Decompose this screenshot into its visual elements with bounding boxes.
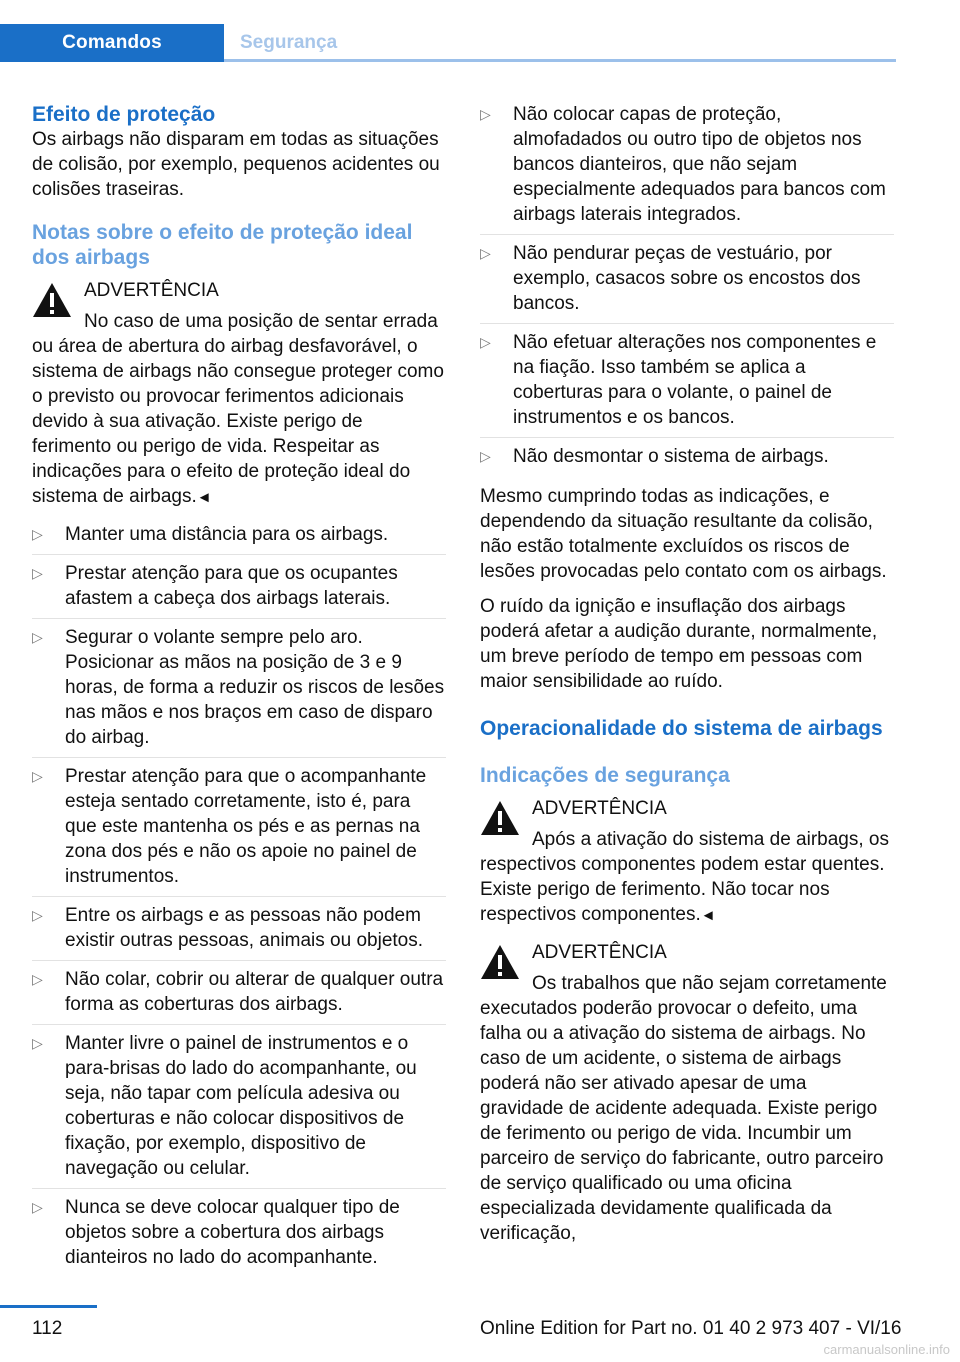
section-body-efeito: Os airbags não disparam em todas as situações de colisão, por exemplo, pequenos acidentes ou colisões traseiras. xyxy=(32,129,440,200)
warning-block xyxy=(480,796,894,928)
warning-block xyxy=(480,940,894,1246)
header-rule xyxy=(224,59,896,62)
end-mark-icon: ◄ xyxy=(196,489,212,506)
section-title-operacionalidade: Operacionalidade do sistema de airbags xyxy=(480,717,883,740)
list-item-text: Não efetuar alterações nos componentes e na fiação. Isso também se aplica a coberturas para o volante, o painel de instrumentos e os bancos. xyxy=(513,332,877,428)
warning-text-content: No caso de uma posição de sentar errada ou área de abertura do airbag desfavorável, o sistema de airbags não consegue proteger como o previsto ou provocar ferimentos adicionais devido à sua ativação. Existe perigo de ferimento ou perigo de vida. Respeitar as indicações para o efeito de proteção ideal do sistema de airbags. xyxy=(32,311,444,507)
warning-text xyxy=(32,309,446,510)
paragraph-ruido: O ruído da ignição e insuflação dos airbags poderá afetar a audição durante, normalmente, um breve período de tempo em pessoas com maior sensibilidade ao ruído. xyxy=(480,596,878,692)
bullet-triangle-icon: ▷ xyxy=(32,971,43,987)
list-item-text: Segurar o volante sempre pelo aro. Posicionar as mãos na posição de 3 e 9 horas, de forma a reduzir os riscos de lesões nas mãos e nos braços em caso de disparo do airbag. xyxy=(65,627,445,748)
bullet-triangle-icon: ▷ xyxy=(32,629,43,645)
bullet-triangle-icon: ▷ xyxy=(32,526,43,542)
tab-comandos[interactable]: Comandos xyxy=(0,24,224,62)
warning-label: ADVERTÊNCIA xyxy=(532,942,667,963)
left-column xyxy=(32,96,446,1285)
warning-text xyxy=(480,827,894,928)
edition-text: Online Edition for Part no. 01 40 2 973 407 - VI/16 xyxy=(480,1318,902,1339)
list-item xyxy=(480,241,894,324)
section-title-indicacoes: Indicações de segurança xyxy=(480,764,730,787)
tab-seguranca[interactable]: Segurança xyxy=(240,32,338,53)
end-mark-icon: ◄ xyxy=(700,907,716,924)
list-item-text: Manter livre o painel de instrumentos e o para-brisas do lado do acompanhante, ou seja, não tapar com película adesiva ou coberturas e não colocar dispositivos de fixação, por exemplo, dispositivo de navegação ou celular. xyxy=(65,1033,417,1179)
list-item-text: Prestar atenção para que o acompanhante esteja sentado corretamente, isto é, para que este mantenha os pés e as pernas na zona dos pés e não os apoie no painel de instrumentos. xyxy=(65,766,427,887)
bullet-triangle-icon: ▷ xyxy=(480,448,491,464)
bullet-triangle-icon: ▷ xyxy=(32,907,43,923)
warning-text: Os trabalhos que não sejam corretamente executados poderão provocar o defeito, uma falha ou a ativação do sistema de airbags. No caso de um acidente, o sistema de airbags poderá não ser ativado apesar de uma gravidade de acidente adequada. Existe perigo de ferimento ou perigo de vida. Incumbir um parceiro de serviço do fabricante, outro parceiro de serviço qualificado ou uma oficina especializada devidamente qualificada da verificação, xyxy=(480,973,887,1244)
list-item xyxy=(32,903,446,961)
section-title-efeito: Efeito de proteção xyxy=(32,103,216,126)
bullet-triangle-icon: ▷ xyxy=(480,245,491,261)
list-item-text: Manter uma distância para os airbags. xyxy=(65,524,389,545)
list-item xyxy=(32,625,446,758)
warning-block xyxy=(32,278,446,510)
list-item xyxy=(32,764,446,897)
bullet-triangle-icon: ▷ xyxy=(480,334,491,350)
warning-triangle-icon xyxy=(32,282,72,318)
list-item xyxy=(480,444,894,476)
right-column xyxy=(480,96,894,1258)
safety-list-right xyxy=(480,102,894,476)
list-item xyxy=(480,330,894,438)
warning-label: ADVERTÊNCIA xyxy=(84,280,219,301)
bullet-triangle-icon: ▷ xyxy=(32,1199,43,1215)
footer-rule xyxy=(0,1305,97,1308)
list-item xyxy=(32,561,446,619)
list-item-text: Nunca se deve colocar qualquer tipo de objetos sobre a cobertura dos airbags dianteiros no lado do acompanhante. xyxy=(65,1197,400,1268)
list-item-text: Não colar, cobrir ou alterar de qualquer outra forma as coberturas dos airbags. xyxy=(65,969,444,1015)
list-item xyxy=(32,1195,446,1277)
list-item-text: Não colocar capas de proteção, almofadados ou outro tipo de objetos nos bancos dianteiros, que não sejam especialmente adequados para bancos com airbags laterais integrados. xyxy=(513,104,886,225)
list-item xyxy=(480,102,894,235)
paragraph-riscos: Mesmo cumprindo todas as indicações, e dependendo da situação resultante da colisão, não estão totalmente excluídos os riscos de lesões provocadas pelo contato com os airbags. xyxy=(480,486,887,582)
watermark: carmanualsonline.info xyxy=(823,1342,950,1357)
chapter-header xyxy=(0,24,896,62)
list-item xyxy=(32,522,446,555)
safety-list-left xyxy=(32,522,446,1277)
warning-label: ADVERTÊNCIA xyxy=(532,798,667,819)
bullet-triangle-icon: ▷ xyxy=(32,1035,43,1051)
list-item-text: Entre os airbags e as pessoas não podem existir outras pessoas, animais ou objetos. xyxy=(65,905,424,951)
list-item-text: Não pendurar peças de vestuário, por exemplo, casacos sobre os encostos dos bancos. xyxy=(513,243,861,314)
warning-triangle-icon xyxy=(480,800,520,836)
section-title-notas: Notas sobre o efeito de proteção ideal dos airbags xyxy=(32,221,413,269)
bullet-triangle-icon: ▷ xyxy=(32,565,43,581)
list-item-text: Não desmontar o sistema de airbags. xyxy=(513,446,829,467)
list-item xyxy=(32,967,446,1025)
bullet-triangle-icon: ▷ xyxy=(480,106,491,122)
list-item-text: Prestar atenção para que os ocupantes afastem a cabeça dos airbags laterais. xyxy=(65,563,398,609)
warning-text-content: Após a ativação do sistema de airbags, os respectivos componentes podem estar quentes. Existe perigo de ferimento. Não tocar nos respectivos componentes. xyxy=(480,829,889,925)
warning-triangle-icon xyxy=(480,944,520,980)
bullet-triangle-icon: ▷ xyxy=(32,768,43,784)
page-number: 112 xyxy=(32,1318,63,1339)
list-item xyxy=(32,1031,446,1189)
